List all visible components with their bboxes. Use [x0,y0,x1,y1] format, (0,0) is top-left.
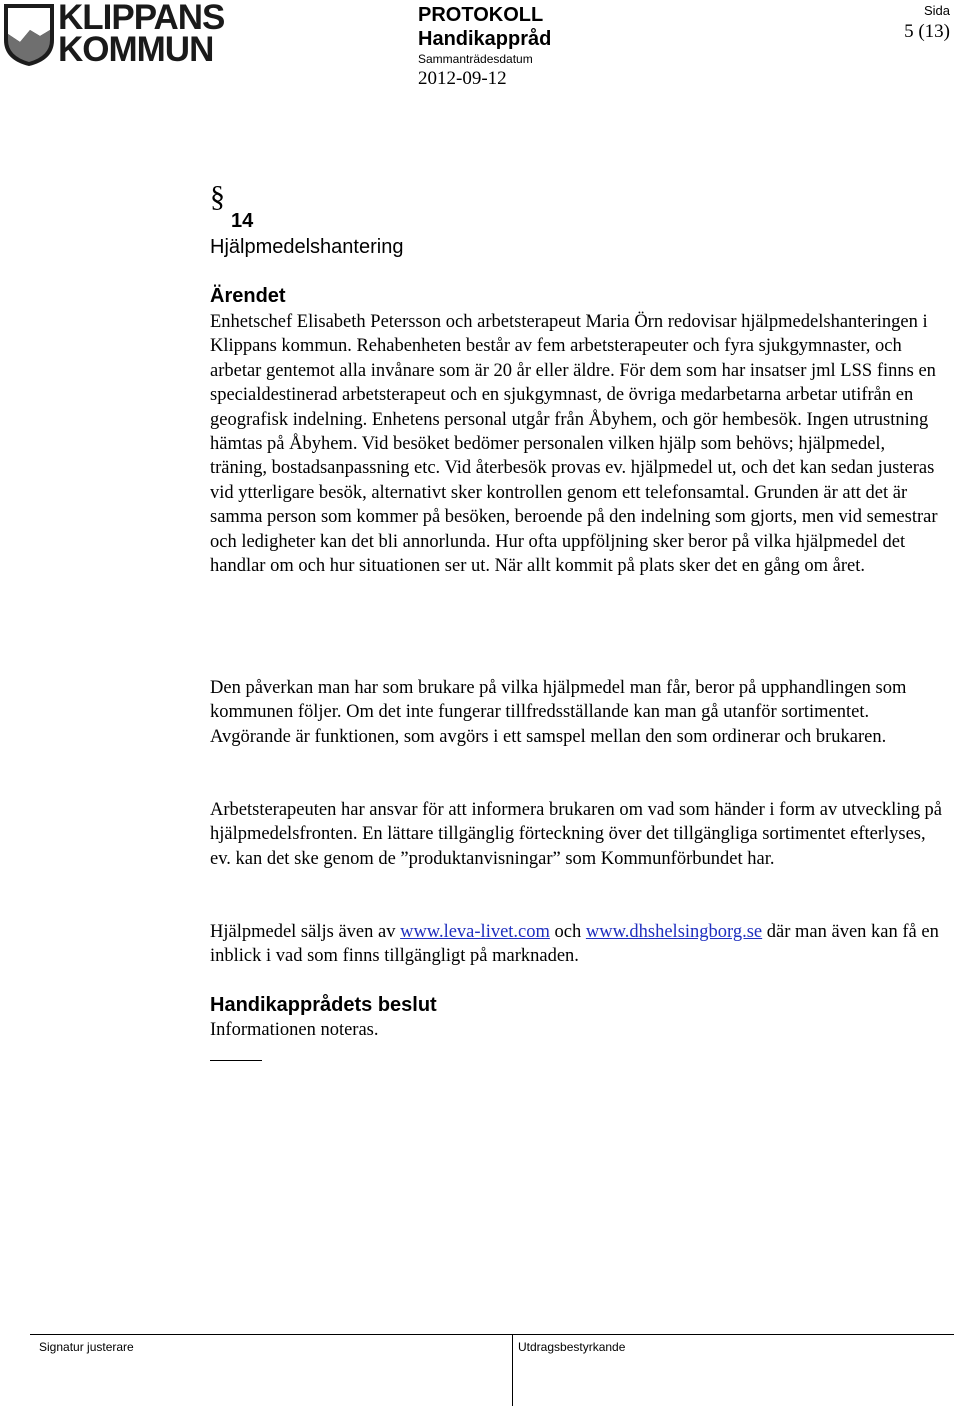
arendet-paragraph-1: Enhetschef Elisabeth Petersson och arbetsterapeut Maria Örn redovisar hjälpmedelshanteringen i Klippans kommun. Rehabenheten består av fem arbetsterapeuter och fyra sjukgymnaster, och arbetar gentemot alla invånare som är 20 år eller äldre. För dem som har insatser jml LSS finns en specialdestinerad arbetsterapeut och en sjukgymnast, de övriga medarbetarna arbetar utifrån en geografisk indelning. Enhetens personal utgår från Åbyhem, och gör hembesök. Ingen utrustning hämtas på Åbyhem. Vid besöket bedömer personalen vilken hjälp som behövs; hjälpmedel, träning, bostadsanpassning etc. Vid återbesök provas ev. hjälpmedel ut, och det kan sedan justeras vid ytterligare besök, alternativt sker kontrollen genom ett telefonsamtal. Grunden är att det är samma person som kommer på besöken, beroende på den indelning som gjorts, men vid semestrar och ledigheter kan det bli annorlunda. Hur ofta uppföljning sker beror på vilka hjälpmedel det handlar om och hur situationen ser ut. När allt kommit på plats sker det en gång om året. [210,312,938,577]
beslut-heading: Handikapprådets beslut [210,994,437,1016]
page-number: 5 (13) [904,21,950,42]
document-type: PROTOKOLL [418,4,544,26]
item-title: Hjälpmedelshantering [210,236,404,258]
logo-line-1: KLIPPANS [58,0,225,37]
arendet-heading: Ärendet [210,285,286,307]
logo-line-2: KOMMUN [58,30,214,69]
coat-of-arms-icon [4,4,54,66]
para4-text-after: där man även kan få en inblick i vad som finns tillgängligt på marknaden. [210,922,939,967]
certification-label: Utdragsbestyrkande [518,1340,626,1354]
dhshelsingborg-link[interactable]: www.dhshelsingborg.se [585,922,763,942]
signature-label: Signatur justerare [39,1340,134,1354]
arendet-paragraph-4 [210,920,945,969]
meeting-date-label: Sammanträdesdatum [418,52,533,66]
arendet-paragraph-2: Den påverkan man har som brukare på vilka hjälpmedel man får, beror på upphandlingen som kommunen följer. Om det inte fungerar tillfredsställande kan man gå utanför sortimentet. Avgörande är funktionen, som avgörs i ett samspel mellan den som ordinerar och brukaren. [210,678,907,747]
footer-divider [512,1334,513,1406]
logo-wordmark [58,0,225,69]
section-sign: § [210,180,225,213]
committee-name: Handikappråd [418,28,552,50]
footer-rule [30,1334,954,1335]
end-of-item-rule [210,1060,262,1061]
para4-text-before: Hjälpmedel säljs även av [210,922,401,942]
para4-text-middle: och [549,922,586,942]
leva-livet-link[interactable]: www.leva-livet.com [400,922,550,942]
beslut-text: Informationen noteras. [210,1020,379,1040]
item-number: 14 [231,210,254,232]
meeting-date: 2012-09-12 [418,68,507,89]
arendet-paragraph-3: Arbetsterapeuten har ansvar för att informera brukaren om vad som händer i form av utveckling på hjälpmedelsfronten. En lättare tillgänglig förteckning över det tillgängliga sortimentet efterlyses, ev. kan det ske genom de ”produktanvisningar” som Kommunförbundet har. [210,800,943,869]
page-label: Sida [923,3,950,18]
